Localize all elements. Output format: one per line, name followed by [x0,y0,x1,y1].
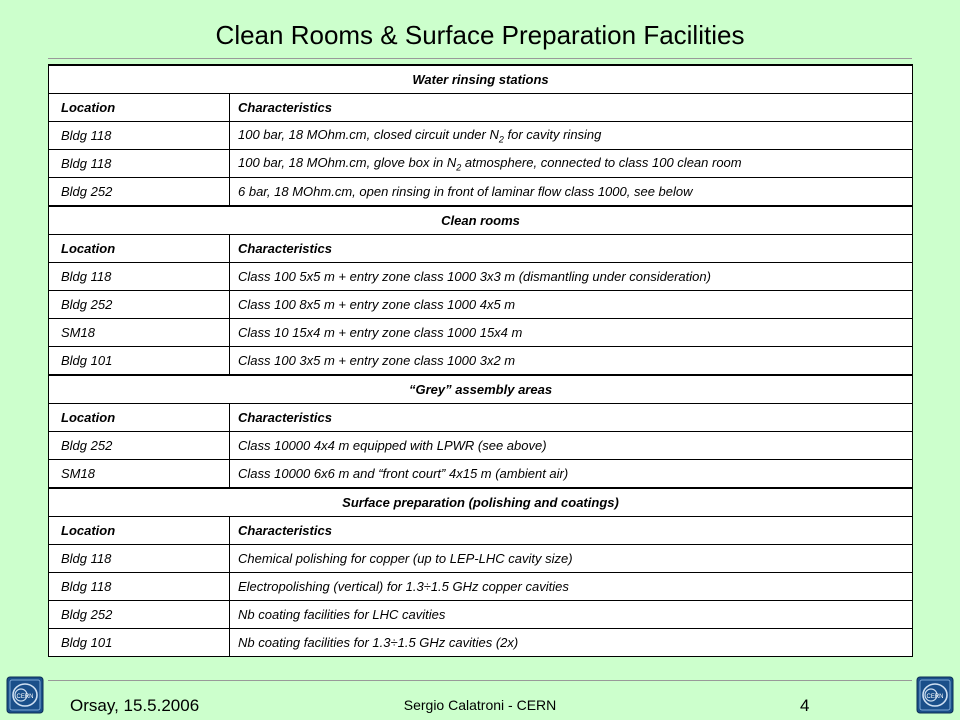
svg-text:CERN: CERN [16,694,34,700]
section-title: Water rinsing stations [49,65,913,94]
section-header-row [49,488,913,517]
characteristics-cell: Class 10000 6x6 m and “front court” 4x15 m (ambient air) [230,460,913,489]
location-cell: Bldg 118 [49,150,230,178]
table-row [49,291,913,319]
table-row [49,178,913,207]
column-header-location: Location [49,235,230,263]
column-header-location: Location [49,404,230,432]
table-row [49,432,913,460]
characteristics-cell: Nb coating facilities for 1.3÷1.5 GHz cavities (2x) [230,629,913,657]
characteristics-cell [230,122,913,150]
column-header-characteristics: Characteristics [230,404,913,432]
location-cell: Bldg 252 [49,601,230,629]
characteristics-text: 100 bar, 18 MOhm.cm, glove box in N [238,154,457,170]
title-divider [48,58,912,59]
location-cell: Bldg 101 [49,347,230,376]
characteristics-text: for cavity rinsing [503,126,602,142]
section-title: Surface preparation (polishing and coatings) [49,488,913,517]
page-number: 4 [800,696,810,715]
location-cell: Bldg 252 [49,291,230,319]
characteristics-cell: Class 100 5x5 m + entry zone class 1000 3x3 m (dismantling under consideration) [230,263,913,291]
characteristics-cell [230,150,913,178]
table-row [49,545,913,573]
column-header-location: Location [49,94,230,122]
svg-text:CERN: CERN [926,694,944,700]
column-header-row [49,94,913,122]
facilities-table [48,64,913,657]
slide-title: Clean Rooms & Surface Preparation Facilities [215,20,745,50]
footer-date: Orsay, 15.5.2006 [70,696,200,715]
location-cell: Bldg 101 [49,629,230,657]
characteristics-text: 100 bar, 18 MOhm.cm, closed circuit under N [238,126,499,142]
section-header-row [49,65,913,94]
subscript-text: 2 [456,162,462,173]
column-header-row [49,517,913,545]
column-header-characteristics: Characteristics [230,94,913,122]
section-header-row [49,206,913,235]
location-cell: SM18 [49,460,230,489]
table-row [49,601,913,629]
footer-author: Sergio Calatroni - CERN [403,697,557,713]
column-header-characteristics: Characteristics [230,517,913,545]
table-row [49,122,913,150]
characteristics-cell: 6 bar, 18 MOhm.cm, open rinsing in front of laminar flow class 1000, see below [230,178,913,207]
table-row [49,460,913,489]
characteristics-cell: Class 100 8x5 m + entry zone class 1000 4x5 m [230,291,913,319]
section-header-row [49,375,913,404]
location-cell: Bldg 252 [49,432,230,460]
footer-divider [48,680,912,681]
characteristics-cell: Class 10000 4x4 m equipped with LPWR (see above) [230,432,913,460]
location-cell: Bldg 252 [49,178,230,207]
characteristics-cell: Nb coating facilities for LHC cavities [230,601,913,629]
characteristics-cell: Electropolishing (vertical) for 1.3÷1.5 GHz copper cavities [230,573,913,601]
column-header-row [49,235,913,263]
location-cell: Bldg 118 [49,122,230,150]
table-row [49,150,913,178]
table-row [49,319,913,347]
location-cell: SM18 [49,319,230,347]
characteristics-cell: Class 10 15x4 m + entry zone class 1000 15x4 m [230,319,913,347]
characteristics-cell: Class 100 3x5 m + entry zone class 1000 3x2 m [230,347,913,376]
table-row [49,629,913,657]
location-cell: Bldg 118 [49,573,230,601]
table-row [49,263,913,291]
characteristics-cell: Chemical polishing for copper (up to LEP-LHC cavity size) [230,545,913,573]
table-row [49,347,913,376]
table-row [49,573,913,601]
section-title: “Grey” assembly areas [49,375,913,404]
location-cell: Bldg 118 [49,263,230,291]
column-header-characteristics: Characteristics [230,235,913,263]
column-header-row [49,404,913,432]
characteristics-text: atmosphere, connected to class 100 clean room [461,154,742,170]
subscript-text: 2 [498,134,504,145]
section-title: Clean rooms [49,206,913,235]
location-cell: Bldg 118 [49,545,230,573]
column-header-location: Location [49,517,230,545]
